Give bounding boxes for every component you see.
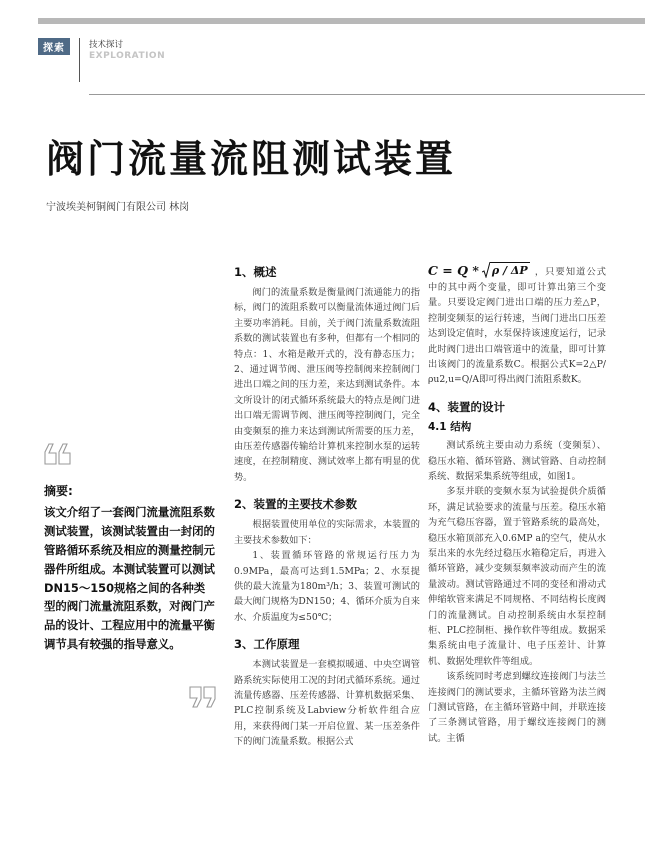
section-3-paragraph: 本测试装置是一套模拟暖通、中央空调管路系统实际使用工况的封闭式循环系统。通过流量传感器、压差传感器、计算机数据采集、PLC控制系统及Labview分析软件组合应用，来获得阀门某一开启位置、某一压差条件下的阀门流量系数。根据公式 — [234, 659, 420, 748]
column-name-en: EXPLORATION — [89, 51, 166, 61]
formula-paragraph — [428, 262, 606, 388]
formula-lhs: C = Q * — [428, 262, 479, 278]
abstract-text: 该文介绍了一套阀门流量流阻系数测试装置，该测试装置由一封闭的管路循环系统及相应的测量控制元器件所组成。本测试装置可以测试DN15～150规格之间的各种类型的阀门流量流阻系数，对阀门产品的设计、工程应用中的流量平衡调节具有较强的指导意义。 — [44, 504, 215, 652]
flow-coefficient-formula — [428, 262, 530, 278]
section-2-heading: 2、装置的主要技术参数 — [234, 497, 358, 512]
section-4-1-paragraph-2: 多泵并联的变频水泵为试验提供介质循环，满足试验要求的流量与压差。稳压水箱为充气稳压容器，置于管路系统的最高处，稳压水箱顶部充入0.6MP a的空气，使从水泵出来的水先经过稳压水箱稳定后，再进入循环管路，减少变频泵频率波动而产生的流量波动。测试管路通过不同的变径和滑动式伸缩软管来满足不同规格、不同结构长度阀门的流量测试。自动控制系统由水泵控制柜、PLC控制柜、操作软件等组成。数据采集系统由电子流量计、电子压差计、计算机、数据处理软件等组成。 — [428, 486, 606, 667]
section-4-1-heading: 4.1 结构 — [428, 420, 472, 433]
section-3-continued: ，只要知道公式中的其中两个变量，即可计算出第三个变量。只要设定阀门进出口端的压力差△P，控制变频泵的运行转速，当阀门进出口压差达到设定值时，水泵保持该速度运行，记录此时阀门进出口端管道中的流量，即可计算出该阀门的流量系数C。根据公式K=2△P/ρu2,u=Q/A即可得出阀门流阻系数K。 — [428, 266, 606, 386]
column-name-cn: 技术探讨 — [89, 40, 124, 50]
top-rule — [38, 18, 645, 24]
section-3-heading: 3、工作原理 — [234, 637, 300, 652]
section-4-heading: 4、装置的设计 — [428, 399, 506, 414]
sqrt-sign — [482, 262, 530, 278]
section-1-heading: 1、概述 — [234, 265, 277, 279]
section-2-params: 1、装置循环管路的常规运行压力为0.9MPa，最高可达到1.5MPa；2、水泵提供的最大流量为180m³/h；3、装置可测试的最大阀门规格为DN150；4、循环介质为自来水、介质温度为≤50℃； — [234, 550, 420, 623]
section-1-paragraph: 阀门的流量系数是衡量阀门流通能力的指标，阀门的流阻系数可以衡量流体通过阀门后主要功率消耗。目前，关于阀门流量系数流阻系数的测试装置也有多种，但都有一个相同的特点：1、水箱是敞开式的，没有静态压力；2、通过调节阀、泄压阀等控制阀来控制阀门进出口端之间的压力差，来达到测试条件。本文所设计的闭式循环系统最大的特点是阀门进出口端无需调节阀、泄压阀等控制阀门，完全由变频泵的推力来达到测试所需要的压力差，由压差传感器传输给计算机来控制水泵的运转速度，在控制精度、测试效率上都有明显的优势。 — [234, 287, 420, 483]
header-rule — [89, 94, 645, 95]
body-column-2 — [428, 262, 606, 746]
section-2-intro: 根据装置使用单位的实际需求，本装置的主要技术参数如下： — [234, 519, 420, 546]
section-4-1-paragraph-3: 该系统同时考虑到螺纹连接阀门与法兰连接阀门的测试要求，主循环管路为法兰阀门测试管路，在主循环管路中间，并联连接了三条测试管路，用于螺纹连接阀门的测试。主循 — [428, 671, 606, 744]
author-line: 宁波埃美柯铜阀门有限公司 林岗 — [46, 202, 190, 213]
body-column-1 — [234, 265, 420, 750]
quote-open-icon — [44, 440, 72, 468]
article-title: 阀门流量流阻测试装置 — [46, 136, 457, 181]
header-divider — [79, 38, 80, 82]
abstract — [44, 482, 216, 654]
formula-radicand: ρ / ΔP — [491, 264, 528, 277]
section-4-1-paragraph-1: 测试系统主要由动力系统（变频泵）、稳压水箱、循环管路、测试管路、自动控制系统、数据采集系统等组成，如图1。 — [428, 440, 606, 482]
section-tag: 探索 — [38, 38, 70, 55]
quote-close-icon — [188, 683, 216, 711]
abstract-label: 摘要: — [44, 484, 73, 498]
